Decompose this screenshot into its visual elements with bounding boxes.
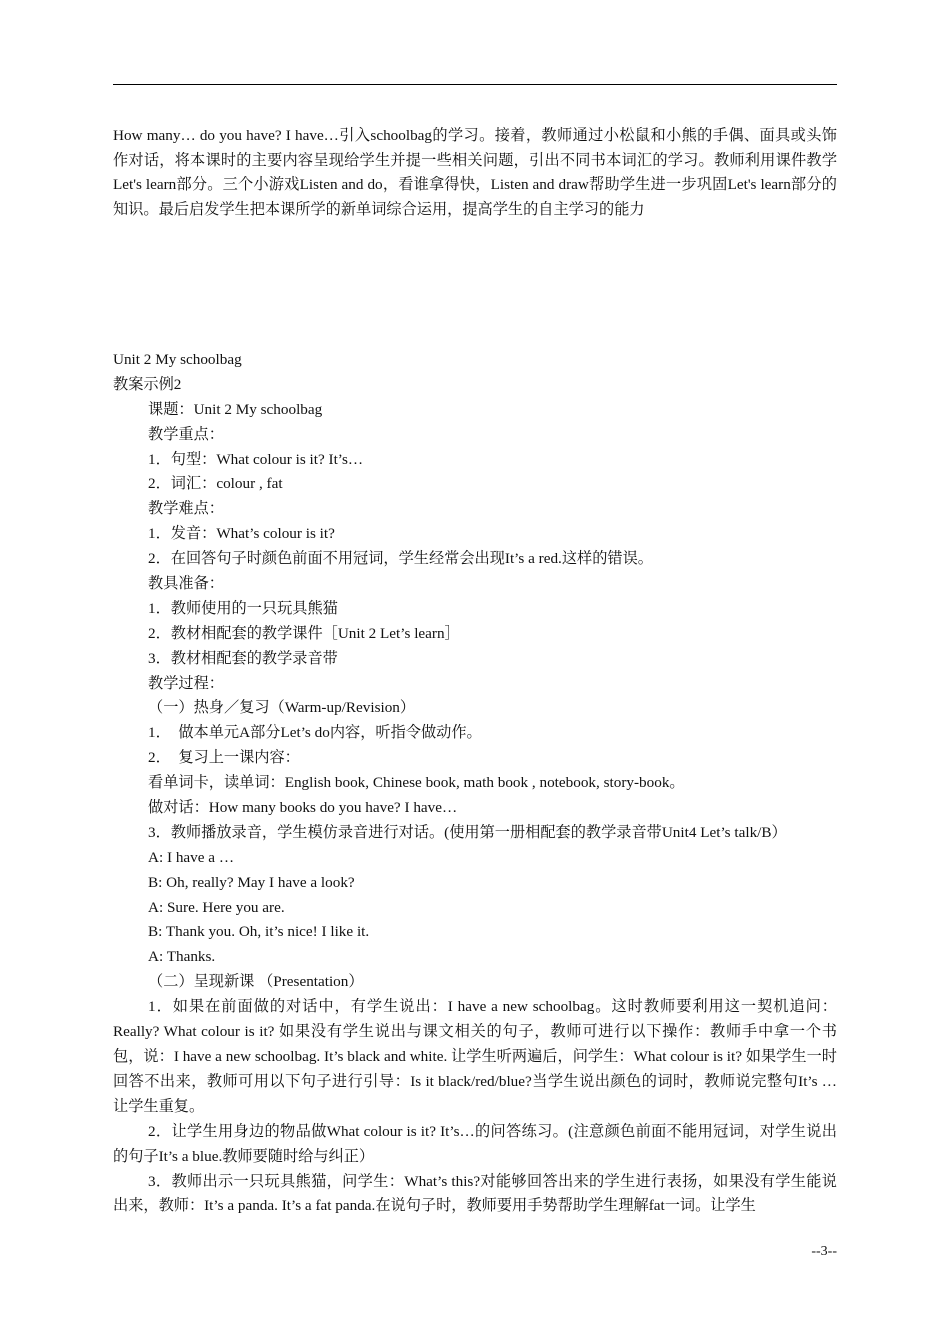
dialogue-b-1: B: Oh, really? May I have a look? (148, 873, 355, 891)
material-2: 2．教材相配套的教学课件［Unit 2 Let’s learn］ (148, 624, 460, 642)
presentation-step-2: 2．让学生用身边的物品做What colour is it? It’s…的问答练习。(注意颜色前面不能用冠词，对学生说出的句子It’s a blue.教师要随时给与纠正） (113, 1122, 837, 1165)
section-presentation: （二）呈现新课 （Presentation） (148, 973, 364, 991)
difficulty-1: 1．发音：What’s colour is it? (148, 525, 335, 543)
intro-paragraph: How many… do you have? I have…引入schoolbag的学习。接着，教师通过小松鼠和小熊的手偶、面具或头饰作对话，将本课时的主要内容呈现给学生并提一些相关问题，引出不同书本词汇的学习。教师利用课件教学Let's learn部分。三个小游戏Listen and do，看谁拿得快，Listen and draw帮助学生进一步巩固Let's learn部分的知识。最后启发学生把本课所学的新单词综合运用，提高学生的自主学习的能力 (113, 127, 837, 218)
heading-key-points: 教学重点： (148, 425, 224, 443)
page-number: --3-- (811, 1244, 837, 1259)
material-1: 1．教师使用的一只玩具熊猫 (148, 599, 338, 617)
heading-difficulties: 教学难点： (148, 500, 224, 518)
difficulty-2: 2．在回答句子时颜色前面不用冠词，学生经常会出现It’s a red.这样的错误。 (148, 550, 653, 568)
warmup-step-2: 2． 复习上一课内容： (148, 749, 300, 767)
lesson-topic: 课题：Unit 2 My schoolbag (148, 400, 323, 418)
dialogue-b-2: B: Thank you. Oh, it’s nice! I like it. (148, 923, 370, 941)
dialogue-a-1: A: I have a … (148, 848, 235, 866)
lesson-plan-body (113, 348, 837, 1219)
presentation-step-1: 1．如果在前面做的对话中，有学生说出：I have a new schoolbag。这时教师要利用这一契机追问：Really? What colour is it? 如果没有学生说出与课文相关的句子，教师可进行以下操作：教师手中拿一个书包，说：I have a new schoolbag. It’s black and white. 让学生听两遍后，问学生：What colour is it? 如果学生一时回答不出来，教师可用以下句子进行引导：Is it black/red/blue?当学生说出颜色的词时，教师说完整句It’s … 让学生重复。 (113, 998, 837, 1115)
dialogue-a-3: A: Thanks. (148, 948, 216, 966)
heading-process: 教学过程： (148, 674, 224, 692)
material-3: 3．教材相配套的教学录音带 (148, 649, 338, 667)
heading-materials: 教具准备： (148, 575, 224, 593)
dialogue-a-2: A: Sure. Here you are. (148, 898, 285, 916)
header-rule (113, 84, 837, 85)
section-warmup: （一）热身／复习（Warm-up/Revision） (148, 699, 416, 717)
warmup-step-1: 1． 做本单元A部分Let’s do内容，听指令做动作。 (148, 724, 482, 742)
presentation-step-3: 3．教师出示一只玩具熊猫，问学生：What’s this?对能够回答出来的学生进行表扬，如果没有学生能说出来，教师：It’s a panda. It’s a fat panda.在说句子时，教师要用手势帮助学生理解fat一词。让学生 (113, 1172, 837, 1215)
unit-title: Unit 2 My schoolbag (113, 351, 242, 368)
word-card-line: 看单词卡，读单词：English book, Chinese book, math book , notebook, story-book。 (148, 774, 685, 792)
key-point-2: 2．词汇：colour , fat (148, 475, 283, 493)
warmup-step-3: 3．教师播放录音，学生模仿录音进行对话。(使用第一册相配套的教学录音带Unit4 Let’s talk/B） (148, 823, 787, 841)
example-title: 教案示例2 (113, 375, 182, 393)
key-point-1: 1．句型：What colour is it? It’s… (148, 450, 364, 468)
dialogue-line: 做对话：How many books do you have? I have… (148, 799, 458, 817)
